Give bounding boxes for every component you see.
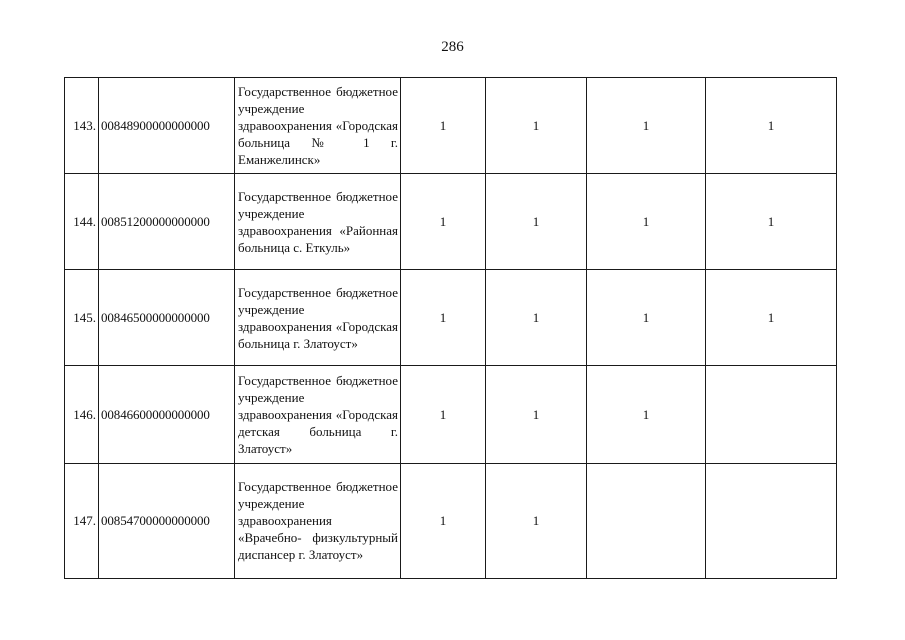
value-cell: 1 <box>401 270 486 366</box>
table-row <box>65 366 837 464</box>
row-number: 147. <box>65 464 99 579</box>
institution-name: Государственное бюджетное учреждение здравоохранения «Городская больница г. Златоуст» <box>235 270 401 366</box>
value-cell: 1 <box>706 174 837 270</box>
table-row <box>65 270 837 366</box>
institution-name: Государственное бюджетное учреждение здравоохранения «Районная больница с. Еткуль» <box>235 174 401 270</box>
value-cell: 1 <box>401 78 486 174</box>
institution-name: Государственное бюджетное учреждение здравоохранения «Городская детская больница г. Златоуст» <box>235 366 401 464</box>
value-cell: 1 <box>706 78 837 174</box>
value-cell: 1 <box>587 174 706 270</box>
value-cell: 1 <box>706 270 837 366</box>
value-cell: 1 <box>486 174 587 270</box>
registry-code: 00846600000000000 <box>99 366 235 464</box>
row-number: 144. <box>65 174 99 270</box>
registry-code: 00846500000000000 <box>99 270 235 366</box>
registry-code: 00851200000000000 <box>99 174 235 270</box>
row-number: 143. <box>65 78 99 174</box>
registry-code: 00854700000000000 <box>99 464 235 579</box>
institution-name: Государственное бюджетное учреждение здравоохранения «Городская больница № 1 г. Еманжелинск» <box>235 78 401 174</box>
value-cell: 1 <box>587 78 706 174</box>
value-cell <box>706 464 837 579</box>
table-row <box>65 464 837 579</box>
value-cell <box>706 366 837 464</box>
value-cell: 1 <box>486 464 587 579</box>
institution-name: Государственное бюджетное учреждение здравоохранения «Врачебно- физкультурный диспансер г. Златоуст» <box>235 464 401 579</box>
value-cell: 1 <box>401 366 486 464</box>
registry-code: 00848900000000000 <box>99 78 235 174</box>
value-cell: 1 <box>401 464 486 579</box>
value-cell: 1 <box>486 78 587 174</box>
table-row <box>65 78 837 174</box>
value-cell <box>587 464 706 579</box>
table-row <box>65 174 837 270</box>
value-cell: 1 <box>401 174 486 270</box>
page-number: 286 <box>441 39 464 55</box>
value-cell: 1 <box>587 270 706 366</box>
institutions-table <box>64 77 837 579</box>
value-cell: 1 <box>587 366 706 464</box>
row-number: 145. <box>65 270 99 366</box>
value-cell: 1 <box>486 366 587 464</box>
row-number: 146. <box>65 366 99 464</box>
value-cell: 1 <box>486 270 587 366</box>
